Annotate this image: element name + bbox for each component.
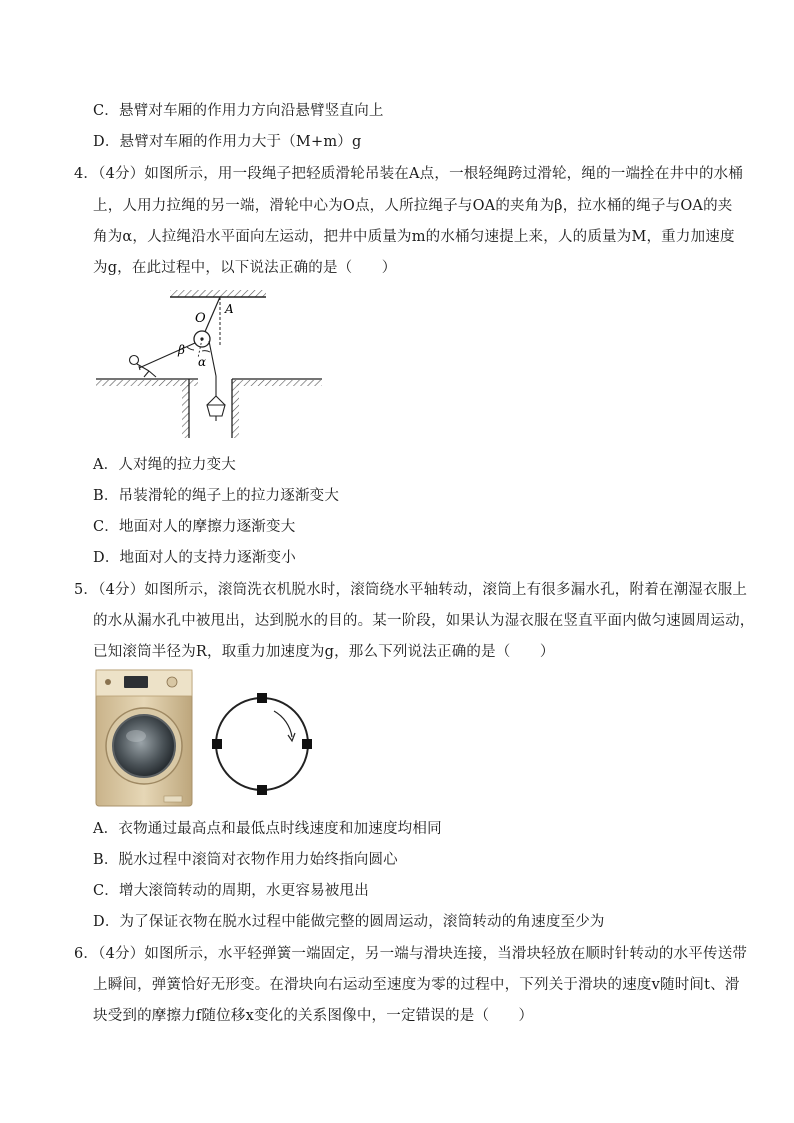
hanger-rope bbox=[204, 297, 220, 334]
q5-stem-line-2: 的水从漏水孔中被甩出，达到脱水的目的。某一阶段，如果认为湿衣服在竖直平面内做匀速圆周运动， bbox=[93, 613, 755, 629]
clothes-bottom bbox=[257, 785, 267, 795]
q4-option-b: B．吊装滑轮的绳子上的拉力逐渐变大 bbox=[93, 488, 340, 504]
q4-stem-line-4: 为g，在此过程中，以下说法正确的是（ ） bbox=[93, 260, 397, 276]
glass-reflection bbox=[126, 730, 146, 742]
bucket bbox=[207, 405, 225, 416]
q5-option-b: B．脱水过程中滚筒对衣物作用力始终指向圆心 bbox=[93, 852, 398, 868]
bucket-handle bbox=[207, 396, 225, 405]
q4-pulley-well-figure bbox=[94, 288, 326, 440]
q4-option-d: D．地面对人的支持力逐渐变小 bbox=[93, 550, 296, 566]
q5-stem-line-1: 5．（4分）如图所示，滚筒洗衣机脱水时，滚筒绕水平轴转动，滚筒上有很多漏水孔，附着在潮湿衣服上 bbox=[74, 582, 748, 598]
ground-right-hatch bbox=[232, 380, 322, 386]
ceiling-hatch bbox=[170, 290, 266, 297]
washing-machine-photo bbox=[94, 668, 194, 808]
q4-option-a: A．人对绳的拉力变大 bbox=[93, 457, 236, 473]
brand-logo-mark bbox=[105, 679, 111, 685]
drum-rotation-diagram bbox=[212, 671, 316, 801]
program-knob bbox=[167, 677, 177, 687]
beta-arc bbox=[187, 347, 194, 350]
q3-option-d: D．悬臂对车厢的作用力大于（M+m）g bbox=[93, 134, 362, 150]
q6-stem-line-2: 上瞬间，弹簧恰好无形变。在滑块向右运动至速度为零的过程中，下列关于滑块的速度v随时间t、滑 bbox=[93, 977, 740, 993]
clothes-right bbox=[302, 739, 312, 749]
control-display bbox=[124, 676, 148, 688]
rotation-arrow-arc bbox=[274, 711, 292, 737]
q5-option-a: A．衣物通过最高点和最低点时线速度和加速度均相同 bbox=[93, 821, 442, 837]
q4-stem-line-1: 4．（4分）如图所示，用一段绳子把轻质滑轮吊装在A点，一根轻绳跨过滑轮，绳的一端拴在井中的水桶 bbox=[74, 166, 744, 182]
label-alpha: α bbox=[198, 355, 207, 369]
q5-option-c: C．增大滚筒转动的周期，水更容易被甩出 bbox=[93, 883, 369, 899]
well-wall-right-hatch bbox=[232, 380, 239, 438]
label-beta: β bbox=[178, 343, 185, 357]
alpha-arc bbox=[202, 351, 210, 352]
label-a: A bbox=[225, 302, 234, 316]
filter-cover bbox=[164, 796, 182, 802]
q4-option-c: C．地面对人的摩擦力逐渐变大 bbox=[93, 519, 296, 535]
q6-stem-line-1: 6．（4分）如图所示，水平轻弹簧一端固定，另一端与滑块连接，当滑块轻放在顺时针转动的水平传送带 bbox=[74, 946, 748, 962]
door-glass bbox=[113, 715, 175, 777]
drum-circle bbox=[216, 698, 308, 790]
clothes-left bbox=[212, 739, 222, 749]
clothes-top bbox=[257, 693, 267, 703]
well-wall-left-hatch bbox=[182, 380, 189, 438]
rope-to-bucket-upper bbox=[209, 341, 216, 376]
q5-option-d: D．为了保证衣物在脱水过程中能做完整的圆周运动，滚筒转动的角速度至少为 bbox=[93, 914, 605, 930]
q4-stem-line-2: 上，人用力拉绳的另一端，滑轮中心为O点，人所拉绳子与OA的夹角为β，拉水桶的绳子与OA的夹 bbox=[93, 198, 733, 214]
q3-option-c: C．悬臂对车厢的作用力方向沿悬臂竖直向上 bbox=[93, 103, 384, 119]
rope-to-person bbox=[139, 343, 195, 368]
label-o: O bbox=[195, 311, 206, 326]
q4-stem-line-3: 角为α，人拉绳沿水平面向左运动，把井中质量为m的水桶匀速提上来，人的质量为M，重力加速度 bbox=[93, 229, 735, 245]
q6-stem-line-3: 块受到的摩擦力f随位移x变化的关系图像中，一定错误的是（ ） bbox=[93, 1008, 534, 1024]
q5-stem-line-3: 已知滚筒半径为R，取重力加速度为g，那么下列说法正确的是（ ） bbox=[93, 644, 555, 660]
